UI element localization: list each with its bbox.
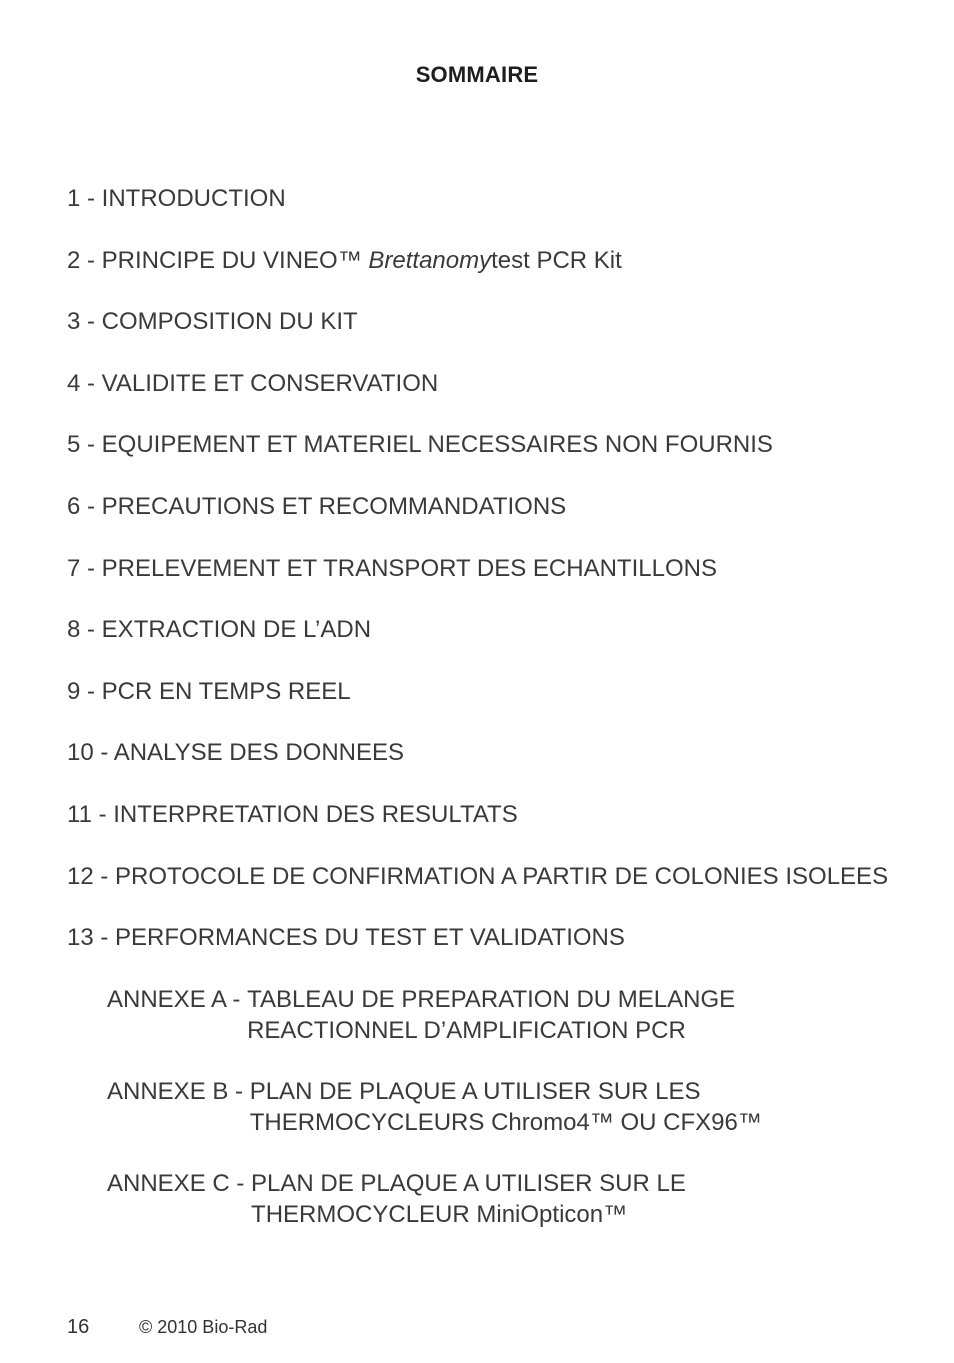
toc-item-label-italic: Brettanomy (368, 246, 492, 274)
toc-item-label: 9 - PCR EN TEMPS REEL (67, 677, 351, 705)
copyright-notice: © 2010 Bio-Rad (139, 1317, 268, 1337)
toc-item-5 (67, 429, 927, 461)
toc-item-label: 6 - PRECAUTIONS ET RECOMMANDATIONS (67, 492, 567, 520)
annex-list (107, 984, 927, 1260)
toc-item-label: 7 - PRELEVEMENT ET TRANSPORT DES ECHANTILLONS (67, 554, 717, 582)
toc-item-label: 12 - PROTOCOLE DE CONFIRMATION A PARTIR DE COLONIES ISOLEES (67, 862, 889, 890)
toc-item-13 (67, 922, 927, 954)
toc-item-2 (67, 245, 927, 277)
annex-key: ANNEXE B - (107, 1078, 250, 1105)
annex-line: PLAN DE PLAQUE A UTILISER SUR LES (249, 1078, 701, 1105)
annex-line: TABLEAU DE PREPARATION DU MELANGE (247, 986, 736, 1013)
annex-text (251, 1168, 686, 1230)
toc-item-label: 5 - EQUIPEMENT ET MATERIEL NECESSAIRES NON FOURNIS (67, 431, 773, 459)
toc-item-4 (67, 368, 927, 400)
toc-item-12 (67, 861, 927, 893)
annex-b (107, 1076, 927, 1138)
toc-item-label-end: test PCR Kit (491, 246, 622, 274)
toc-item-3 (67, 306, 927, 338)
annex-key: ANNEXE C - (107, 1170, 252, 1197)
toc-item-7 (67, 553, 927, 585)
toc-item-label: 13 - PERFORMANCES DU TEST ET VALIDATIONS (67, 924, 625, 952)
page-footer (67, 1316, 267, 1339)
page-number: 16 (67, 1316, 90, 1338)
toc-item-label: 10 - ANALYSE DES DONNEES (67, 739, 405, 767)
toc-item-9 (67, 676, 927, 708)
toc-item-label: 11 - INTERPRETATION DES RESULTATS (67, 800, 518, 828)
annex-key: ANNEXE A - (107, 986, 248, 1013)
toc-item-10 (67, 737, 927, 769)
toc-item-8 (67, 614, 927, 646)
toc-item-label: 4 - VALIDITE ET CONSERVATION (67, 369, 439, 397)
page-title: SOMMAIRE (415, 62, 539, 87)
toc-item-label: 1 - INTRODUCTION (67, 185, 286, 212)
toc-item-label (67, 247, 622, 274)
annex-a (107, 984, 927, 1046)
annex-line: REACTIONNEL D’AMPLIFICATION PCR (247, 1017, 686, 1044)
toc-item-11 (67, 799, 927, 831)
toc-item-6 (67, 491, 927, 523)
table-of-contents (67, 183, 927, 984)
toc-item-label: 8 - EXTRACTION DE L’ADN (67, 616, 372, 644)
annex-line: THERMOCYCLEUR MiniOpticon™ (251, 1201, 628, 1228)
annex-line: THERMOCYCLEURS Chromo4™ OU CFX96™ (249, 1109, 762, 1136)
annex-text (250, 1076, 762, 1138)
toc-item-label-start: 2 - PRINCIPE DU VINEO™ (67, 246, 369, 274)
annex-line: PLAN DE PLAQUE A UTILISER SUR LE (251, 1170, 686, 1197)
annex-text (247, 984, 735, 1046)
annex-c (107, 1168, 927, 1230)
toc-item-label: 3 - COMPOSITION DU KIT (67, 308, 358, 336)
toc-item-1 (67, 183, 927, 215)
